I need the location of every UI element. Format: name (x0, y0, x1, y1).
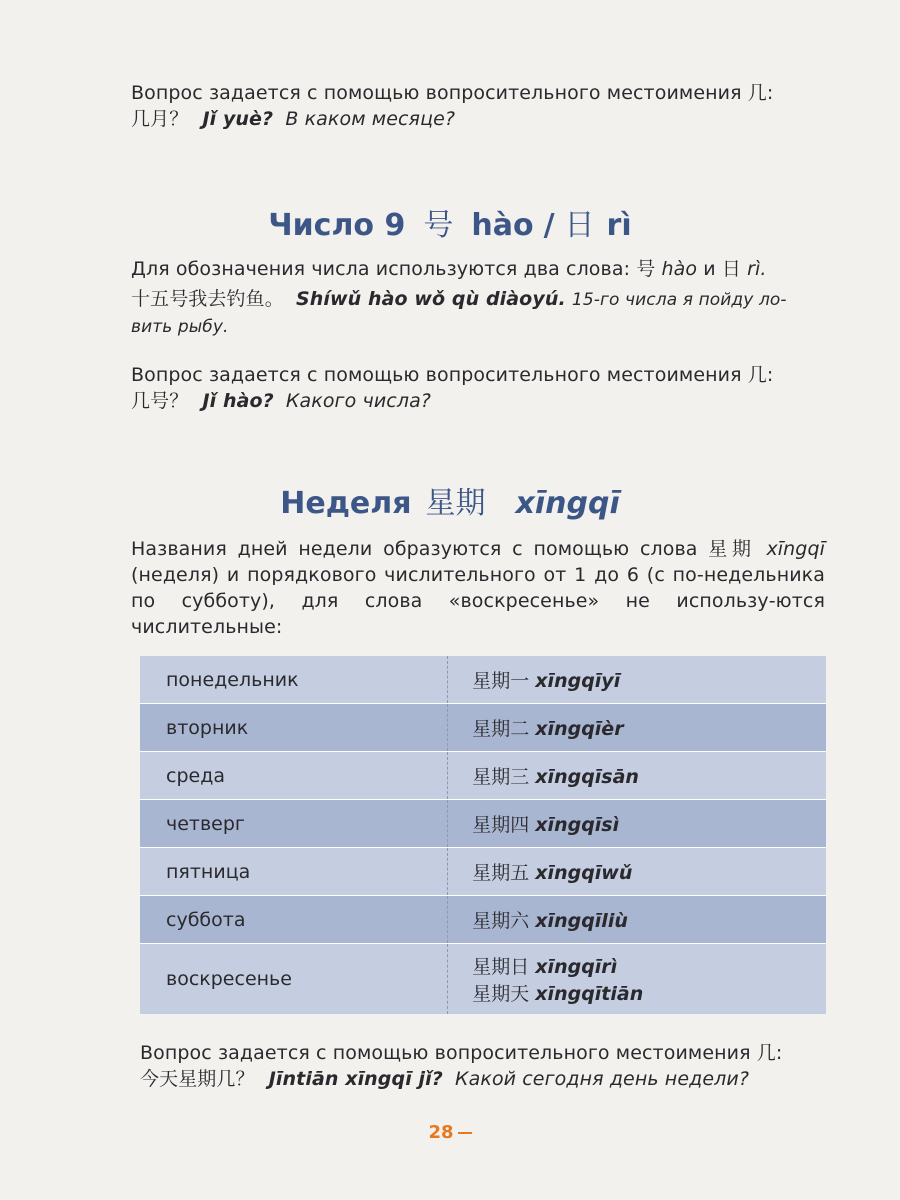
day-ru: четверг (140, 800, 448, 848)
heading-number-word: Число 9 (268, 208, 406, 243)
day-cn-cell (448, 800, 826, 848)
intro-paragraph (131, 80, 821, 132)
day-pinyin: xīngqīrì (535, 956, 618, 978)
heading-number-py1: hào (471, 208, 534, 243)
day-cn-alt-line (472, 979, 826, 1006)
table-row (140, 944, 826, 1015)
day-pinyin: xīngqīyī (535, 670, 621, 692)
heading-number-slash: / (543, 208, 555, 243)
day-cn-cell (448, 944, 826, 1015)
intro-question-ru: В каком месяце? (285, 108, 456, 130)
number-question-ru: Какого числа? (285, 390, 431, 412)
day-pinyin-alt: xīngqītiān (535, 983, 644, 1005)
day-ru: суббота (140, 896, 448, 944)
day-cn-cell (448, 704, 826, 752)
day-cn: 星期日 (472, 956, 530, 978)
heading-week (0, 478, 900, 522)
heading-number-py2: rì (606, 208, 632, 243)
table-row (140, 800, 826, 848)
day-cn: 星期五 (472, 862, 530, 884)
day-ru: вторник (140, 704, 448, 752)
intro-question-cn: 几月？ (131, 108, 189, 130)
table-row (140, 896, 826, 944)
heading-week-cn: 星期 (425, 486, 486, 521)
day-cn: 星期四 (472, 814, 530, 836)
heading-week-pinyin: xīngqī (515, 486, 620, 521)
number-example-ru: 15-го числа я пойду ло-вить рыбу. (131, 290, 787, 337)
day-pinyin: xīngqīwǔ (535, 862, 633, 884)
table-row (140, 848, 826, 896)
number-question-cn: 几号？ (131, 390, 189, 412)
day-cn: 星期二 (472, 718, 530, 740)
day-cn-line (472, 666, 826, 693)
table-row (140, 752, 826, 800)
number-question-line: Вопрос задается с помощью вопросительного местоимения 几: (131, 364, 774, 386)
day-ru: среда (140, 752, 448, 800)
intro-example (131, 106, 821, 132)
page-number (0, 1122, 900, 1143)
number-example-pinyin: Shíwǔ hào wǒ qù diàoyú. (295, 288, 566, 310)
heading-number (0, 200, 900, 244)
outro-question-pinyin: Jīntiān xīngqī jǐ? (268, 1068, 443, 1090)
number-question-paragraph (131, 362, 821, 414)
day-pinyin: xīngqīèr (535, 718, 624, 740)
day-cn-line (472, 762, 826, 789)
day-pinyin: xīngqīliù (535, 910, 628, 932)
day-ru: воскресенье (140, 944, 448, 1015)
week-paragraph-part1: Названия дней недели образуются с помощью слова 星期 (131, 538, 756, 560)
weekdays-table-body (140, 656, 826, 1014)
day-cn-line (472, 714, 826, 741)
week-paragraph-part2: (неделя) и порядкового числительного от 1 до 6 (с по-недельника по субботу), для слова «воскресенье» не использу-ются числительные: (131, 564, 825, 638)
day-ru: пятница (140, 848, 448, 896)
table-row (140, 656, 826, 704)
day-cn-line (472, 906, 826, 933)
number-question-example (131, 388, 821, 414)
outro-example (140, 1066, 830, 1092)
day-cn: 星期三 (472, 766, 530, 788)
number-example (131, 286, 821, 340)
weekdays-table (140, 656, 826, 1014)
number-question-pinyin: Jǐ hào? (202, 390, 274, 412)
day-cn-alt: 星期天 (472, 983, 530, 1005)
day-cn-cell (448, 848, 826, 896)
heading-number-cn2: 日 (564, 208, 595, 243)
page-number-dash (458, 1132, 472, 1134)
outro-paragraph (140, 1040, 830, 1092)
number-paragraph (131, 256, 821, 340)
number-definition-pinyin1: hào (661, 258, 698, 280)
outro-question-cn: 今天星期几？ (140, 1068, 255, 1090)
day-cn: 星期一 (472, 670, 530, 692)
day-cn-cell (448, 656, 826, 704)
day-pinyin: xīngqīsì (535, 814, 620, 836)
intro-question-pinyin: Jǐ yuè? (202, 108, 274, 130)
outro-line: Вопрос задается с помощью вопросительного местоимения 几: (140, 1042, 783, 1064)
day-pinyin: xīngqīsān (535, 766, 639, 788)
number-definition (131, 256, 821, 282)
day-cn-line (472, 952, 826, 979)
heading-week-word: Неделя (280, 486, 412, 521)
day-cn-line (472, 810, 826, 837)
number-definition-mid: и 日 (703, 258, 741, 280)
day-cn-line (472, 858, 826, 885)
number-definition-text: Для обозначения числа используются два слова: 号 (131, 258, 656, 280)
day-cn-cell (448, 896, 826, 944)
outro-question-ru: Какой сегодня день недели? (455, 1068, 750, 1090)
day-cn-cell (448, 752, 826, 800)
table-row (140, 704, 826, 752)
heading-number-cn1: 号 (423, 208, 454, 243)
day-ru: понедельник (140, 656, 448, 704)
page-number-text: 28 (428, 1122, 454, 1143)
number-example-cn: 十五号我去钓鱼。 (131, 288, 284, 310)
intro-line: Вопрос задается с помощью вопросительного местоимения 几: (131, 82, 774, 104)
week-paragraph-pinyin: xīngqī (766, 538, 826, 560)
number-definition-pinyin2: rì. (747, 258, 767, 280)
week-paragraph (131, 536, 825, 640)
day-cn: 星期六 (472, 910, 530, 932)
